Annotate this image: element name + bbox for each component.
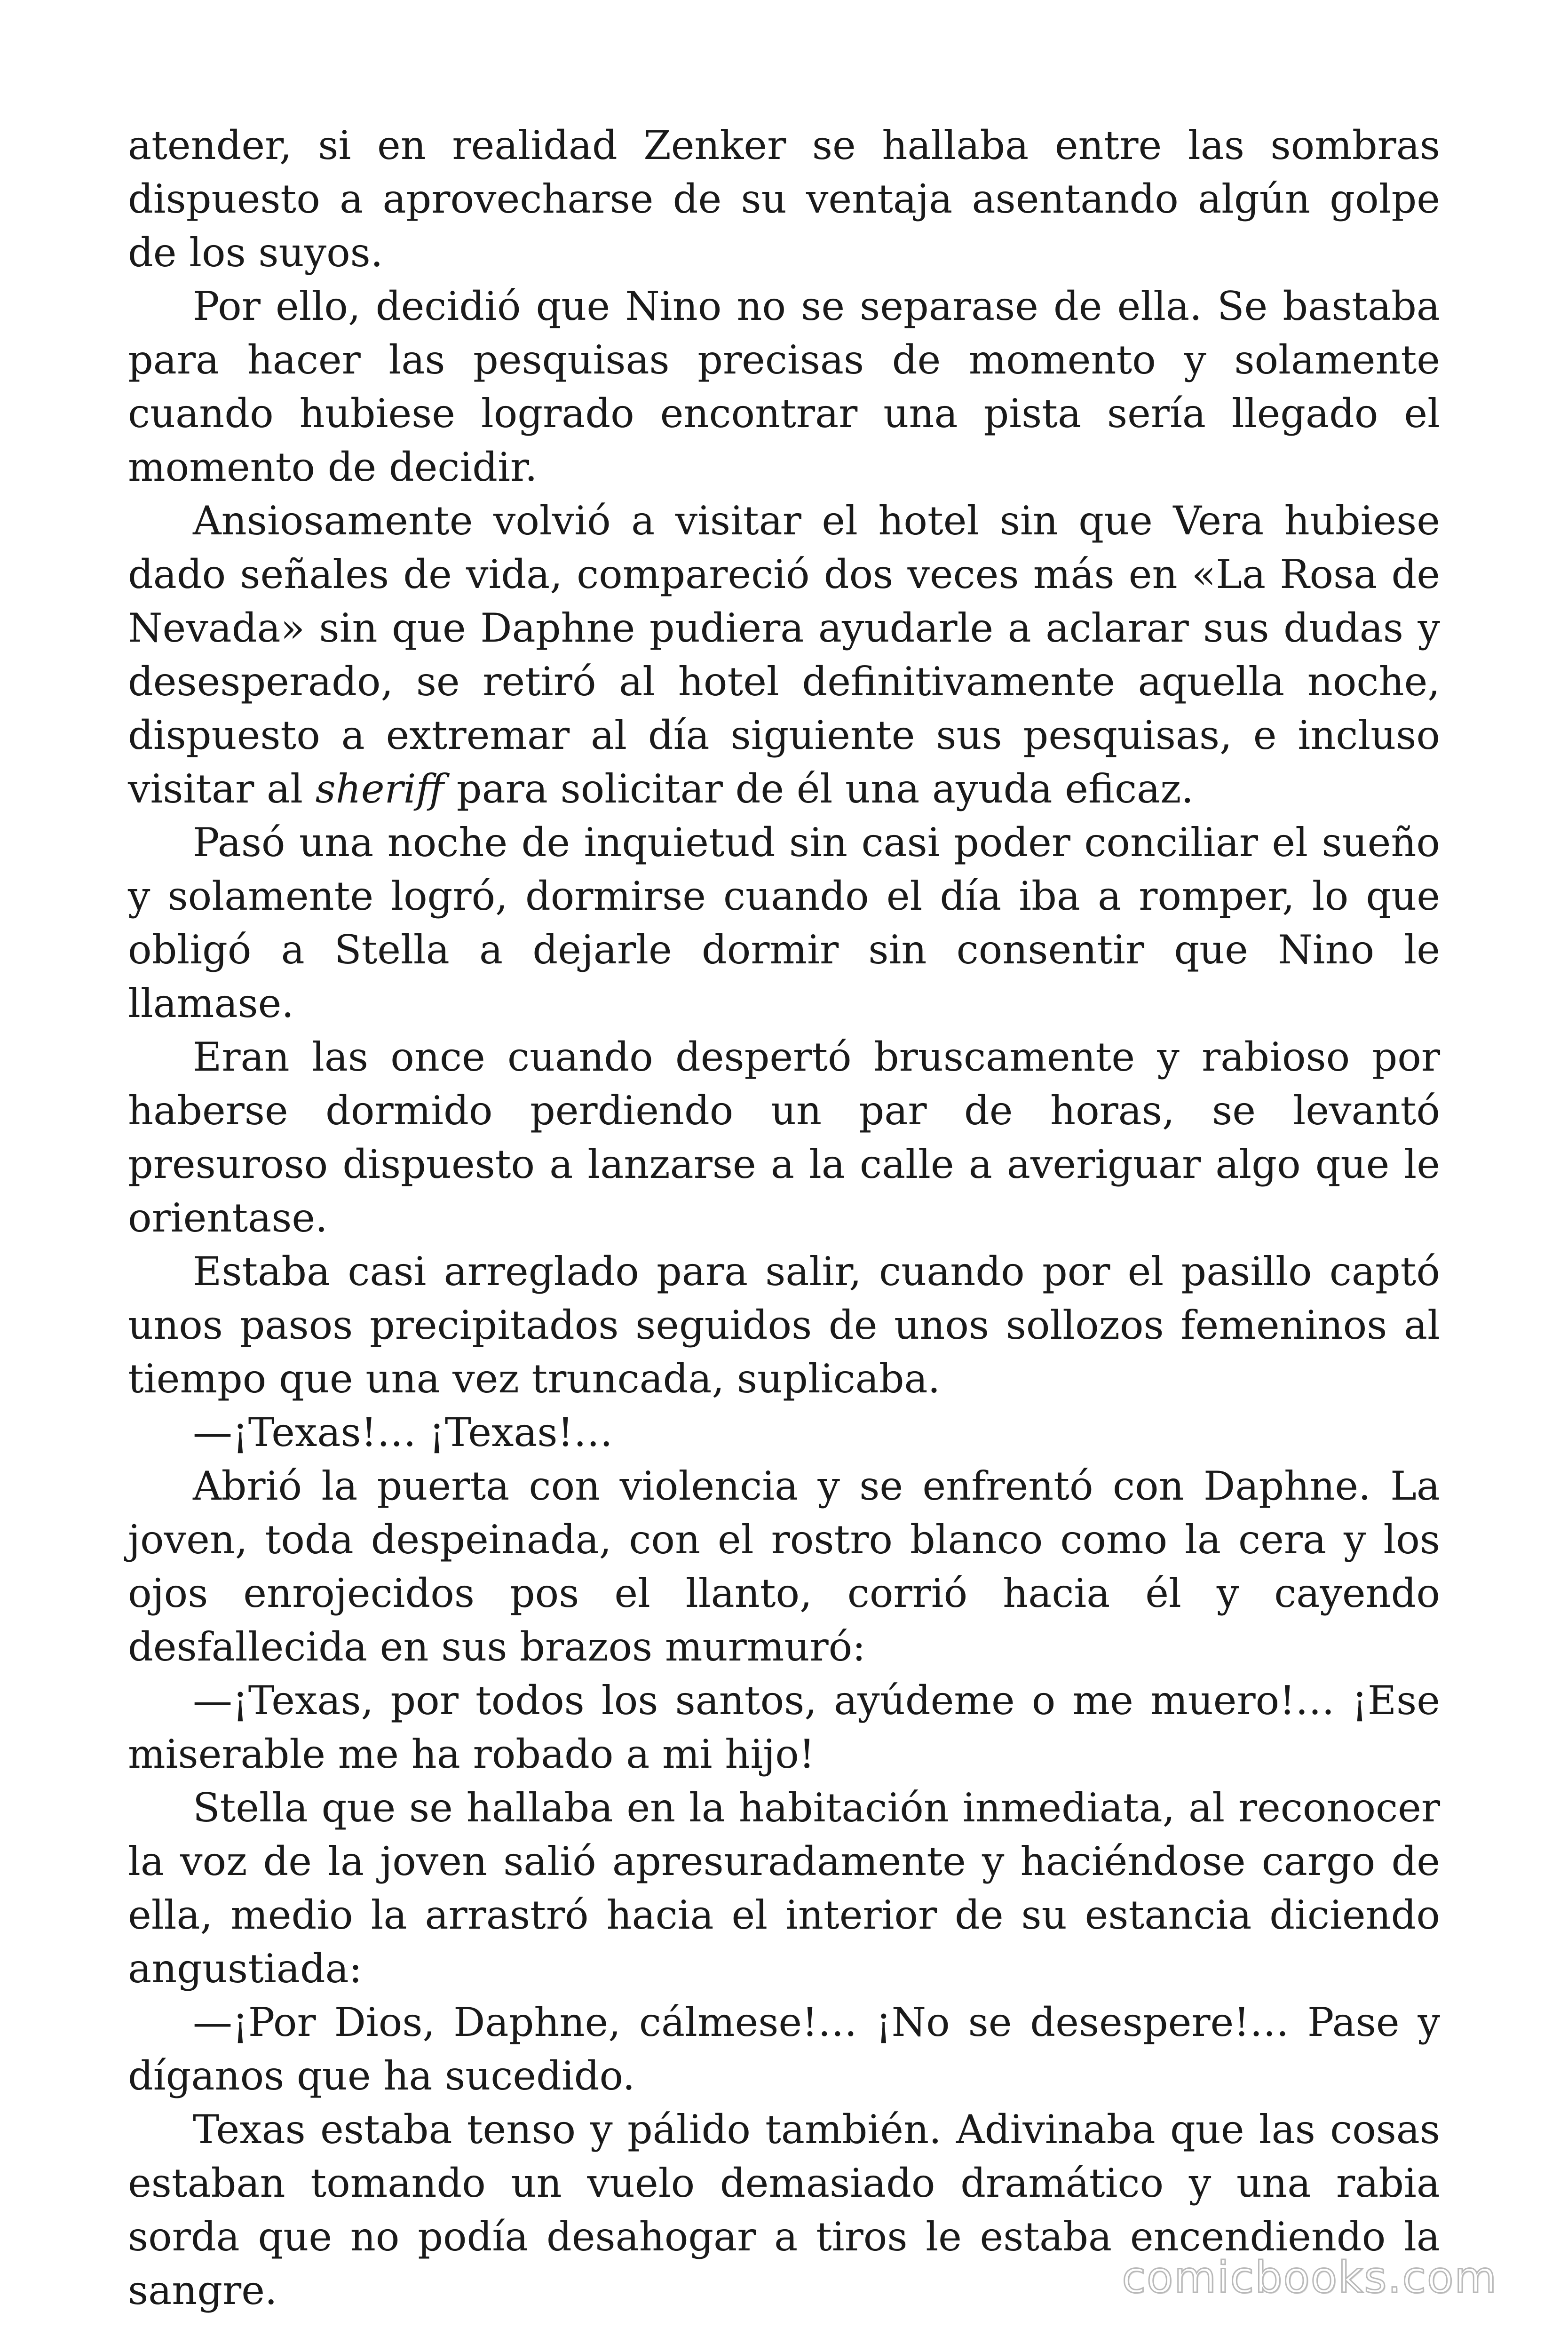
page-body-text xyxy=(128,119,1440,2317)
paragraph: Eran las once cuando despertó bruscamente y rabioso por haberse dormido perdiendo un par de horas, se levantó presuroso dispuesto a lanzarse a la calle a averiguar algo que le orientase. xyxy=(128,1034,1440,1241)
paragraph: Por ello, decidió que Nino no se separase de ella. Se bastaba para hacer las pesquisas precisas de momento y solamente cuando hubiese logrado encontrar una pista sería llegado el momento de decidir. xyxy=(128,283,1440,490)
paragraph-text: Ansiosamente volvió a visitar el hotel sin que Vera hubiese dado señales de vida, compareció dos veces más en «La Rosa de Nevada» sin que Daphne pudiera ayudarle a aclarar sus dudas y desesperado, se retiró al hotel definitivamente aquella noche, dispuesto a extremar al día siguiente sus pesquisas, e incluso visitar al xyxy=(128,498,1440,812)
italic-word: sheriff xyxy=(315,766,444,812)
paragraph: Pasó una noche de inquietud sin casi poder conciliar el sueño y solamente logró, dormirse cuando el día iba a romper, lo que obligó a Stella a dejarle dormir sin consentir que Nino le llamase. xyxy=(128,819,1440,1026)
paragraph: Estaba casi arreglado para salir, cuando por el pasillo captó unos pasos precipitados seguidos de unos sollozos femeninos al tiempo que una vez truncada, suplicaba. xyxy=(128,1248,1440,1402)
paragraph-text: para solicitar de él una ayuda eficaz. xyxy=(456,766,1194,812)
dialogue-line: —¡Por Dios, Daphne, cálmese!… ¡No se desespere!… Pase y díganos que ha sucedido. xyxy=(128,1999,1440,2099)
paragraph: Stella que se hallaba en la habitación inmediata, al reconocer la voz de la joven salió apresuradamente y haciéndose cargo de ella, medio la arrastró hacia el interior de su estancia diciendo angustiada: xyxy=(128,1785,1440,1992)
paragraph xyxy=(128,494,1440,816)
paragraph: Texas estaba tenso y pálido también. Adivinaba que las cosas estaban tomando un vuelo demasiado dramático y una rabia sorda que no podía desahogar a tiros le estaba encendiendo la sangre. xyxy=(128,2106,1440,2313)
paragraph: atender, si en realidad Zenker se hallaba entre las sombras dispuesto a aprovecharse de su ventaja asentando algún golpe de los suyos. xyxy=(128,122,1440,276)
dialogue-line: —¡Texas, por todos los santos, ayúdeme o me muero!… ¡Ese miserable me ha robado a mi hijo! xyxy=(128,1677,1440,1777)
site-watermark: comicbooks.com xyxy=(1122,2252,1497,2303)
dialogue-line: —¡Texas!… ¡Texas!… xyxy=(193,1409,613,1455)
paragraph: Abrió la puerta con violencia y se enfrentó con Daphne. La joven, toda despeinada, con el rostro blanco como la cera y los ojos enrojecidos pos el llanto, corrió hacia él y cayendo desfallecida en sus brazos murmuró: xyxy=(128,1463,1440,1670)
